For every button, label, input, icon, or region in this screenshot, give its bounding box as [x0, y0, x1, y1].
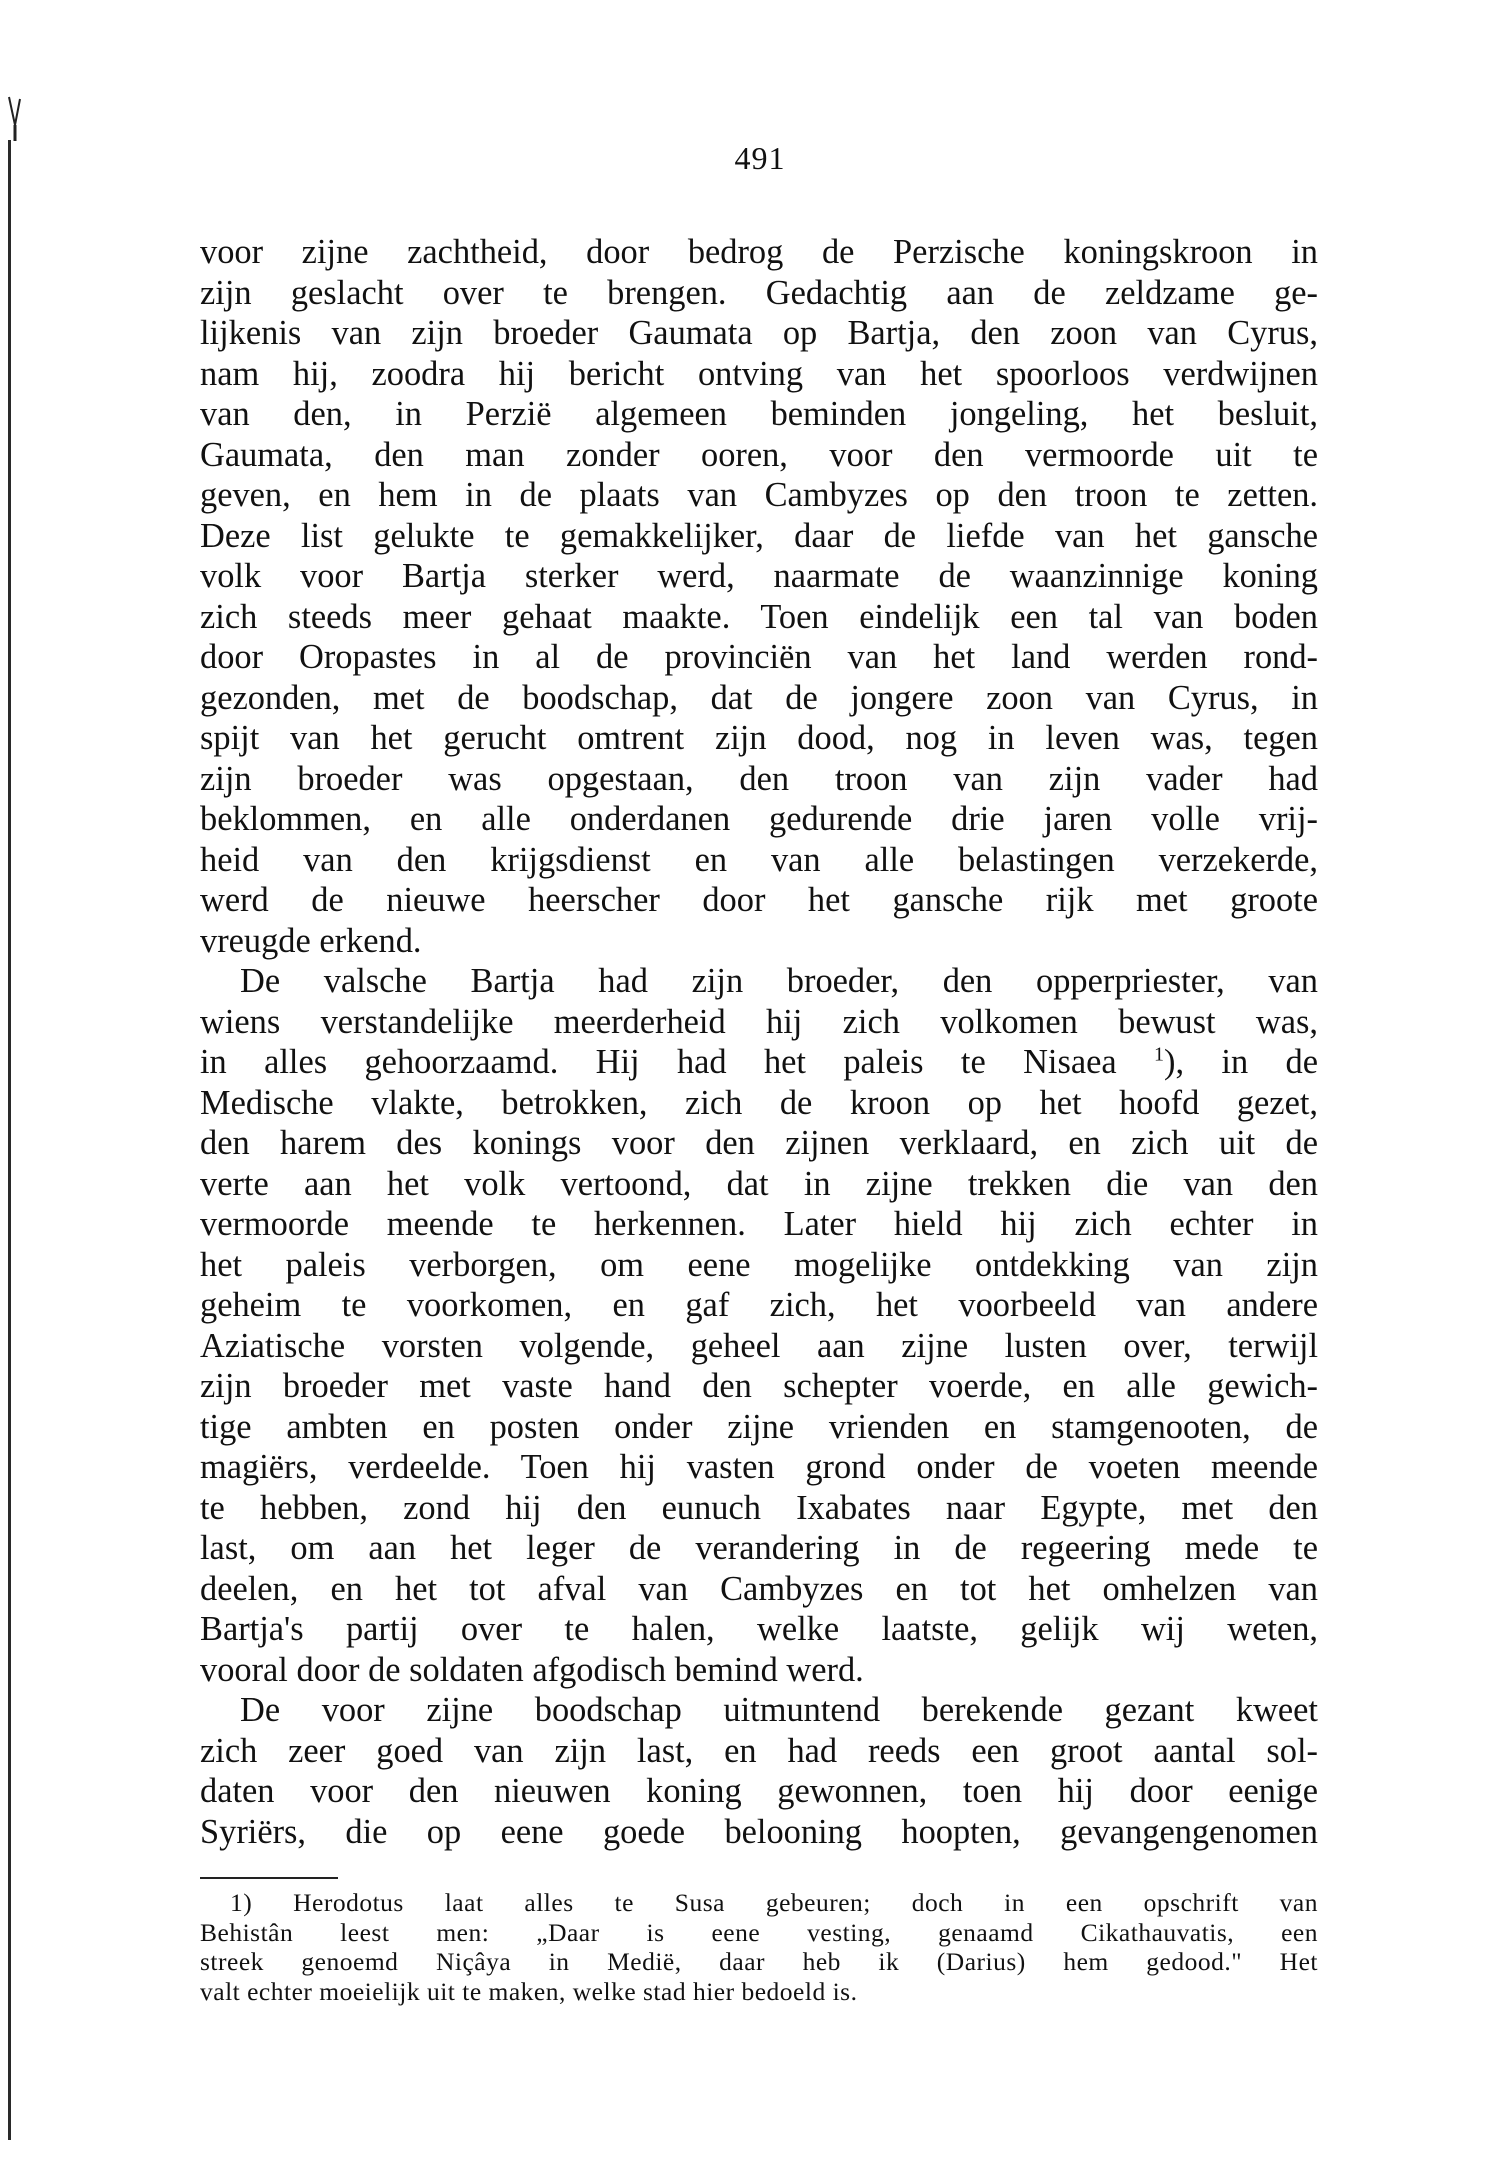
- text-line: voor zijne zachtheid, door bedrog de Perzische koningskroon in: [200, 233, 1318, 271]
- text-line: zich zeer goed van zijn last, en had reeds een groot aantal sol-: [200, 1731, 1318, 1770]
- text-line: spijt van het gerucht omtrent zijn dood, nog in leven was, tegen: [200, 719, 1318, 757]
- text-line: tige ambten en posten onder zijne vrienden en stamgenooten, de: [200, 1407, 1318, 1446]
- text-line: zich steeds meer gehaat maakte. Toen eindelijk een tal van boden: [200, 597, 1318, 636]
- text-line: lijkenis van zijn broeder Gaumata op Bartja, den zoon van Cyrus,: [200, 314, 1318, 352]
- text-fragment: in alles gehoorzaamd. Hij had het paleis te Nisaea: [200, 1043, 1117, 1081]
- text-line: te hebben, zond hij den eunuch Ixabates naar Egypte, met den: [200, 1488, 1318, 1527]
- page-binding-edge: [8, 140, 11, 2140]
- text-line: het paleis verborgen, om eene mogelijke ontdekking van zijn: [200, 1245, 1318, 1284]
- main-text: [200, 232, 1318, 1852]
- paragraph-3: [200, 1690, 1318, 1852]
- text-line: geven, en hem in de plaats van Cambyzes op den troon te zetten.: [200, 476, 1318, 514]
- text-line: van den, in Perzië algemeen beminden jongeling, het besluit,: [200, 395, 1318, 433]
- footnote-reference-mark[interactable]: 1: [1154, 1043, 1165, 1066]
- text-line: deelen, en het tot afval van Cambyzes en tot het omhelzen van: [200, 1569, 1318, 1608]
- text-line: Bartja's partij over te halen, welke laatste, gelijk wij weten,: [200, 1610, 1318, 1648]
- text-line: werd de nieuwe heerscher door het gansche rijk met groote: [200, 881, 1318, 919]
- text-line: Aziatische vorsten volgende, geheel aan zijne lusten over, terwijl: [200, 1326, 1318, 1365]
- text-line: zijn geslacht over te brengen. Gedachtig aan de zeldzame ge-: [200, 273, 1318, 312]
- text-line: daten voor den nieuwen koning gewonnen, toen hij door eenige: [200, 1772, 1318, 1810]
- text-fragment: ), in de: [1164, 1043, 1318, 1081]
- text-line: Deze list gelukte te gemakkelijker, daar de liefde van het gansche: [200, 516, 1318, 555]
- text-line: volk voor Bartja sterker werd, naarmate de waanzinnige koning: [200, 557, 1318, 595]
- text-line: heid van den krijgsdienst en van alle belastingen verzekerde,: [200, 840, 1318, 879]
- text-line: De valsche Bartja had zijn broeder, den opperpriester, van: [240, 962, 1318, 1000]
- text-line: wiens verstandelijke meerderheid hij zich volkomen bewust was,: [200, 1002, 1318, 1041]
- text-line: gezonden, met de boodschap, dat de jongere zoon van Cyrus, in: [200, 678, 1318, 717]
- text-line: geheim te voorkomen, en gaf zich, het voorbeeld van andere: [200, 1286, 1318, 1324]
- footnote-line: streek genoemd Niçâya in Medië, daar heb ik (Darius) hem gedood." Het: [200, 1947, 1318, 1976]
- text-line: vooral door de soldaten afgodisch bemind werd.: [200, 1650, 864, 1689]
- footnote-line: valt echter moeielijk uit te maken, welke stad hier bedoeld is.: [200, 1976, 858, 2006]
- text-line: vreugde erkend.: [200, 921, 422, 960]
- text-line: last, om aan het leger de verandering in de regeering mede te: [200, 1529, 1318, 1567]
- text-line: door Oropastes in al de provinciën van het land werden rond-: [200, 638, 1318, 676]
- text-line: Gaumata, den man zonder ooren, voor den vermoorde uit te: [200, 435, 1318, 474]
- text-line: beklommen, en alle onderdanen gedurende drie jaren volle vrij-: [200, 800, 1318, 838]
- text-line: De voor zijne boodschap uitmuntend berekende gezant kweet: [240, 1691, 1318, 1729]
- text-line-with-footnote-ref: [200, 1042, 1318, 1083]
- footnote-line: Behistân leest men: „Daar is eene vesting, genaamd Cikathauvatis, een: [200, 1917, 1318, 1947]
- text-line: Medische vlakte, betrokken, zich de kroon op het hoofd gezet,: [200, 1083, 1318, 1122]
- text-line: verte aan het volk vertoond, dat in zijne trekken die van den: [200, 1164, 1318, 1203]
- paragraph-2: [200, 961, 1318, 1690]
- footnote-line: 1) Herodotus laat alles te Susa gebeuren; doch in een opschrift van: [230, 1888, 1318, 1917]
- footnote-divider: [200, 1877, 338, 1879]
- text-line: vermoorde meende te herkennen. Later hield hij zich echter in: [200, 1205, 1318, 1243]
- text-line: zijn broeder was opgestaan, den troon van zijn vader had: [200, 759, 1318, 798]
- text-line: nam hij, zoodra hij bericht ontving van het spoorloos verdwijnen: [200, 354, 1318, 393]
- margin-pencil-mark-icon: [6, 95, 22, 143]
- text-line: Syriërs, die op eene goede belooning hoopten, gevangengenomen: [200, 1812, 1318, 1851]
- text-line: den harem des konings voor den zijnen verklaard, en zich uit de: [200, 1124, 1318, 1162]
- text-line: zijn broeder met vaste hand den schepter voerde, en alle gewich-: [200, 1367, 1318, 1405]
- text-line: magiërs, verdeelde. Toen hij vasten grond onder de voeten meende: [200, 1448, 1318, 1486]
- page-number: 491: [734, 140, 786, 176]
- paragraph-1: [200, 232, 1318, 961]
- footnote: [200, 1888, 1318, 2006]
